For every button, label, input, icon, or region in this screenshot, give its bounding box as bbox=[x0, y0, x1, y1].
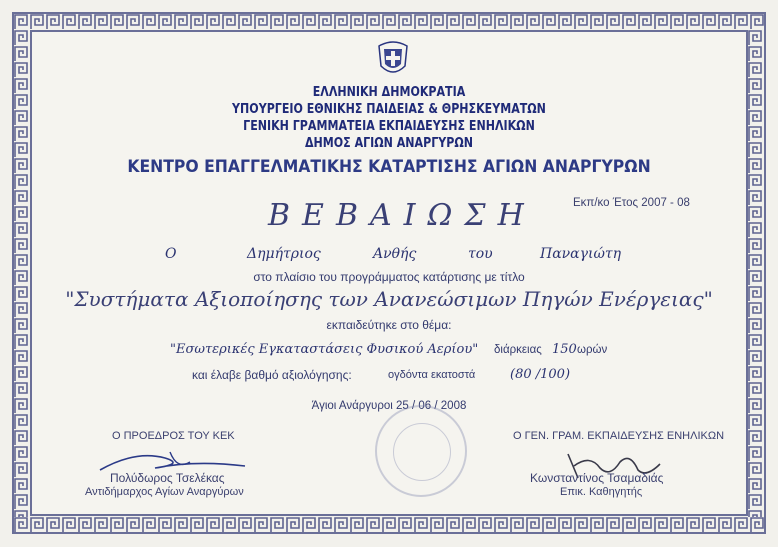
right-signatory-name: Κωνσταντίνος Τσαμαδιάς bbox=[530, 471, 664, 485]
right-signatory-role: Ο ΓΕΝ. ΓΡΑΜ. ΕΚΠΑΙΔΕΥΣΗΣ ΕΝΗΛΙΚΩΝ bbox=[513, 430, 725, 442]
recipient-last-name: Ανθής bbox=[373, 246, 417, 262]
grade-value: (80 /100) bbox=[510, 367, 571, 382]
father-name: Παναγιώτη bbox=[540, 246, 622, 262]
header-line-municipality: ΔΗΜΟΣ ΑΓΙΩΝ ΑΝΑΡΓΥΡΩΝ bbox=[304, 136, 474, 151]
grade-words: ογδόντα εκατοστά bbox=[388, 369, 476, 381]
header-line-republic: ΕΛΛΗΝΙΚΗ ΔΗΜΟΚΡΑΤΙΑ bbox=[312, 85, 466, 100]
left-signatory-name: Πολύδωρος Τσελέκας bbox=[110, 471, 225, 485]
school-year: Εκπ/κο Έτος 2007 - 08 bbox=[573, 197, 690, 209]
of-label: του bbox=[468, 246, 493, 262]
certificate-title: ΒΕΒΑΙΩΣΗ bbox=[268, 198, 536, 233]
grade-intro: και έλαβε βαθμό αξιολόγησης: bbox=[192, 368, 352, 382]
duration-unit: ωρών bbox=[577, 344, 608, 356]
header-line-ministry: ΥΠΟΥΡΓΕΙΟ ΕΘΝΙΚΗΣ ΠΑΙΔΕΙΑΣ & ΘΡΗΣΚΕΥΜΑΤΩΝ bbox=[232, 102, 546, 117]
left-signatory-title: Αντιδήμαρχος Αγίων Αναργύρων bbox=[85, 486, 244, 498]
program-intro: στο πλαίσιο του προγράμματος κατάρτισης με τίτλο bbox=[253, 270, 525, 284]
subject-title: "Εσωτερικές Εγκαταστάσεις Φυσικού Αερίου" bbox=[170, 342, 479, 357]
program-title: "Συστήματα Αξιοποίησης των Ανανεώσιμων Πηγών Ενέργειας" bbox=[65, 287, 713, 311]
recipient-first-name: Δημήτριος bbox=[247, 246, 321, 262]
greek-key-border-top bbox=[14, 14, 764, 30]
left-signatory-role: Ο ΠΡΟΕΔΡΟΣ ΤΟΥ ΚΕΚ bbox=[112, 430, 235, 442]
name-prefix: Ο bbox=[165, 246, 177, 262]
duration-label: διάρκειας bbox=[494, 344, 542, 356]
official-seal-stamp bbox=[375, 405, 467, 497]
header-line-secretariat: ΓΕΝΙΚΗ ΓΡΑΜΜΑΤΕΙΑ ΕΚΠΑΙΔΕΥΣΗΣ ΕΝΗΛΙΚΩΝ bbox=[243, 119, 535, 134]
greek-coat-of-arms-emblem bbox=[375, 40, 411, 80]
place-and-date: Άγιοι Ανάργυροι 25 / 06 / 2008 bbox=[311, 400, 467, 412]
right-signatory-title: Επικ. Καθηγητής bbox=[560, 486, 643, 498]
duration-value: 150 bbox=[552, 342, 577, 357]
subject-intro: εκπαιδεύτηκε στο θέμα: bbox=[326, 318, 452, 332]
greek-key-border-bottom bbox=[14, 517, 764, 533]
training-center-name: ΚΕΝΤΡΟ ΕΠΑΓΓΕΛΜΑΤΙΚΗΣ ΚΑΤΑΡΤΙΣΗΣ ΑΓΙΩΝ ΑΝΑΡΓΥΡΩΝ bbox=[127, 157, 651, 177]
